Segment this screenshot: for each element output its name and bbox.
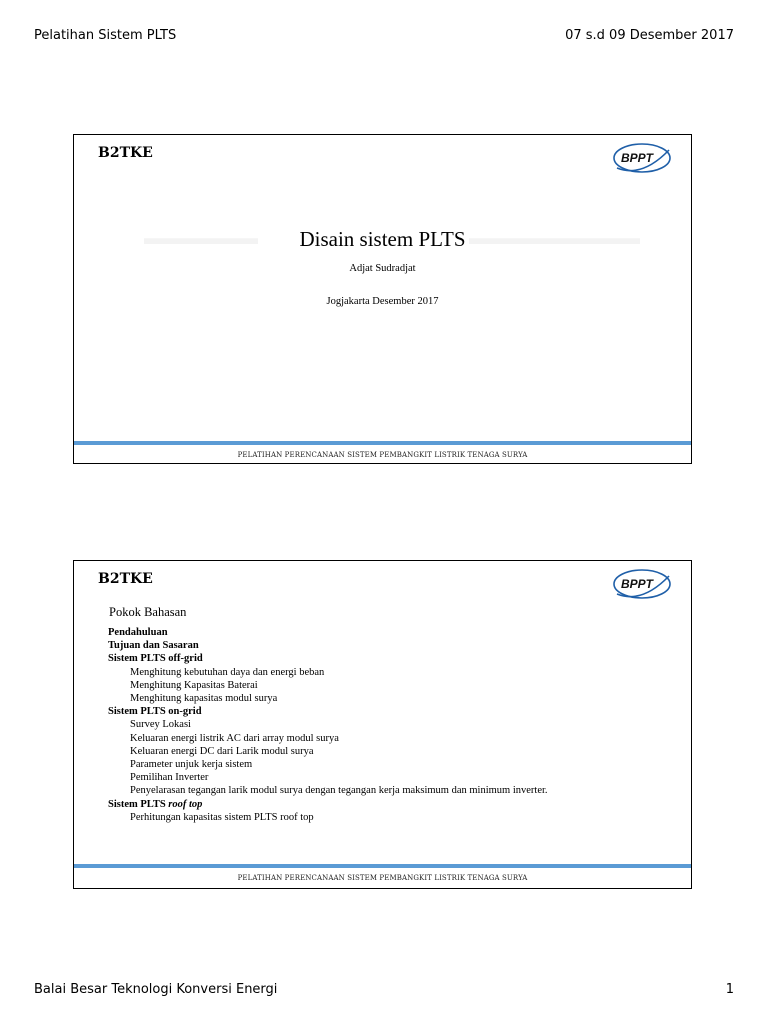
topics-heading: Pokok Bahasan bbox=[109, 605, 187, 619]
topic-item: Sistem PLTS off-grid bbox=[108, 653, 203, 665]
topic-item: Menghitung kebutuhan daya dan energi beban bbox=[130, 666, 325, 678]
page-footer-left: Balai Besar Teknologi Konversi Energi bbox=[34, 982, 278, 997]
topic-item: Sistem PLTS roof top bbox=[108, 798, 203, 810]
footer-stripe bbox=[74, 441, 691, 445]
svg-text:BPPT: BPPT bbox=[621, 577, 654, 591]
svg-text:BPPT: BPPT bbox=[621, 151, 654, 165]
place-date: Jogjakarta Desember 2017 bbox=[326, 296, 439, 307]
org-label: B2TKE bbox=[98, 571, 153, 587]
topic-item: Keluaran energi DC dari Larik modul surya bbox=[130, 745, 314, 757]
author-name: Adjat Sudradjat bbox=[349, 263, 416, 274]
page-header-right: 07 s.d 09 Desember 2017 bbox=[565, 28, 734, 43]
topic-item: Sistem PLTS on-grid bbox=[108, 706, 202, 718]
page-number: 1 bbox=[725, 982, 734, 997]
slide-footer-text: PELATIHAN PERENCANAAN SISTEM PEMBANGKIT LISTRIK TENAGA SURYA bbox=[237, 451, 528, 459]
bppt-logo-icon bbox=[611, 564, 673, 602]
topics-list bbox=[108, 626, 548, 824]
topic-item: Menghitung Kapasitas Baterai bbox=[130, 679, 258, 691]
topic-item: Keluaran energi listrik AC dari array modul surya bbox=[130, 732, 339, 744]
topic-item: Perhitungan kapasitas sistem PLTS roof top bbox=[130, 811, 314, 823]
bppt-logo-icon bbox=[611, 138, 673, 176]
topic-item: Pendahuluan bbox=[108, 627, 168, 638]
topic-item: Penyelarasan tegangan larik modul surya dengan tegangan kerja maksimum dan minimum inverter. bbox=[130, 785, 548, 797]
faded-background-text-right: ▬▬▬▬▬▬▬▬▬ bbox=[469, 228, 640, 249]
slide-footer-text: PELATIHAN PERENCANAAN SISTEM PEMBANGKIT LISTRIK TENAGA SURYA bbox=[237, 874, 528, 882]
org-label: B2TKE bbox=[98, 145, 153, 161]
topic-item: Survey Lokasi bbox=[130, 719, 191, 731]
faded-background-text-left: ▬▬▬▬▬▬ bbox=[144, 228, 258, 249]
slide-title-text: Disain sistem PLTS bbox=[299, 227, 466, 251]
topic-item: Pemilihan Inverter bbox=[130, 772, 209, 784]
footer-stripe bbox=[74, 864, 691, 868]
slide-title bbox=[73, 134, 692, 464]
page-header-left: Pelatihan Sistem PLTS bbox=[34, 28, 177, 43]
slide-topics bbox=[73, 560, 692, 889]
topic-item: Menghitung kapasitas modul surya bbox=[130, 693, 278, 705]
topic-item: Parameter unjuk kerja sistem bbox=[130, 759, 253, 771]
topic-item: Tujuan dan Sasaran bbox=[108, 640, 199, 652]
